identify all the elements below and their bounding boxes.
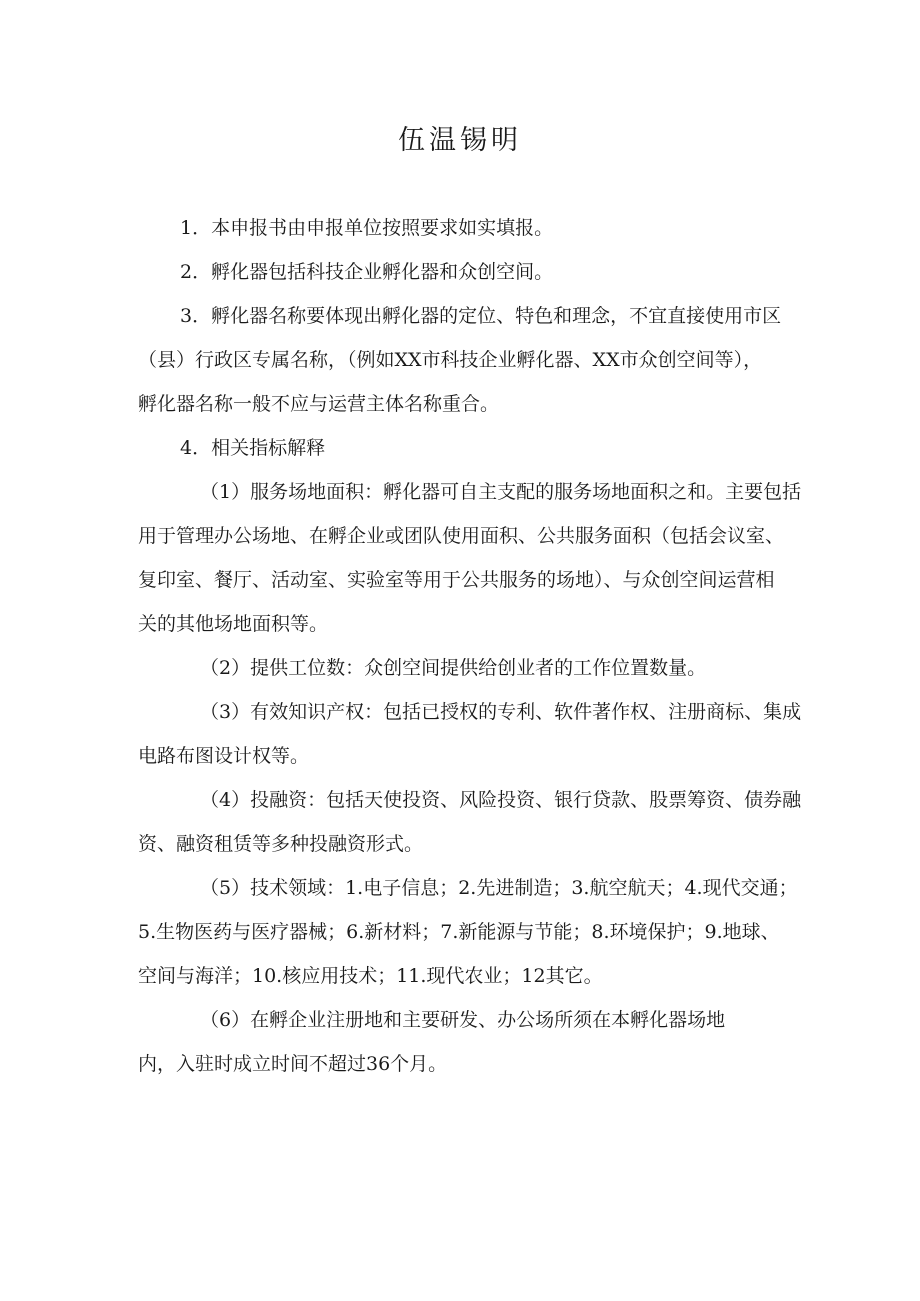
paragraph-line: 5.生物医药与医疗器械；6.新材料；7.新能源与节能；8.环境保护；9.地球、 — [138, 921, 780, 943]
paragraph-line: 孵化器名称一般不应与运营主体名称重合。 — [138, 393, 500, 415]
paragraph-line: 空间与海洋；10.核应用技术；11.现代农业；12其它。 — [138, 965, 603, 987]
paragraph-line: 内，入驻时成立时间不超过36个月。 — [138, 1053, 448, 1075]
paragraph-line: 复印室、餐厅、活动室、实验室等用于公共服务的场地）、与众创空间运营相 — [138, 569, 775, 591]
paragraph-line: （2）提供工位数：众创空间提供给创业者的工作位置数量。 — [200, 657, 707, 679]
paragraph-line: 1．本申报书由申报单位按照要求如实填报。 — [180, 217, 554, 239]
paragraph-line: 用于管理办公场地、在孵企业或团队使用面积、公共服务面积（包括会议室、 — [138, 525, 785, 547]
paragraph-line: 资、融资租赁等多种投融资形式。 — [138, 833, 424, 855]
paragraph-line: 4．相关指标解释 — [180, 437, 326, 459]
paragraph-line: 电路布图设计权等。 — [138, 745, 310, 767]
paragraph-line: 关的其他场地面积等。 — [138, 613, 329, 635]
paragraph-line: （1）服务场地面积：孵化器可自主支配的服务场地面积之和。主要包括 — [200, 481, 802, 503]
paragraph-line: （4）投融资：包括天使投资、风险投资、银行贷款、股票筹资、债券融 — [200, 789, 802, 811]
page-title: 伍温锡明 — [398, 125, 522, 156]
paragraph-line: 3．孵化器名称要体现出孵化器的定位、特色和理念，不宜直接使用市区 — [180, 305, 782, 327]
paragraph-line: 2．孵化器包括科技企业孵化器和众创空间。 — [180, 261, 554, 283]
paragraph-line: （3）有效知识产权：包括已授权的专利、软件著作权、注册商标、集成 — [200, 701, 802, 723]
paragraph-line: （县）行政区专属名称，（例如XX市科技企业孵化器、XX市众创空间等）， — [138, 349, 763, 371]
paragraph-line: （5）技术领域：1.电子信息；2.先进制造；3.航空航天；4.现代交通； — [200, 877, 798, 899]
paragraph-line: （6）在孵企业注册地和主要研发、办公场所须在本孵化器场地 — [200, 1009, 726, 1031]
